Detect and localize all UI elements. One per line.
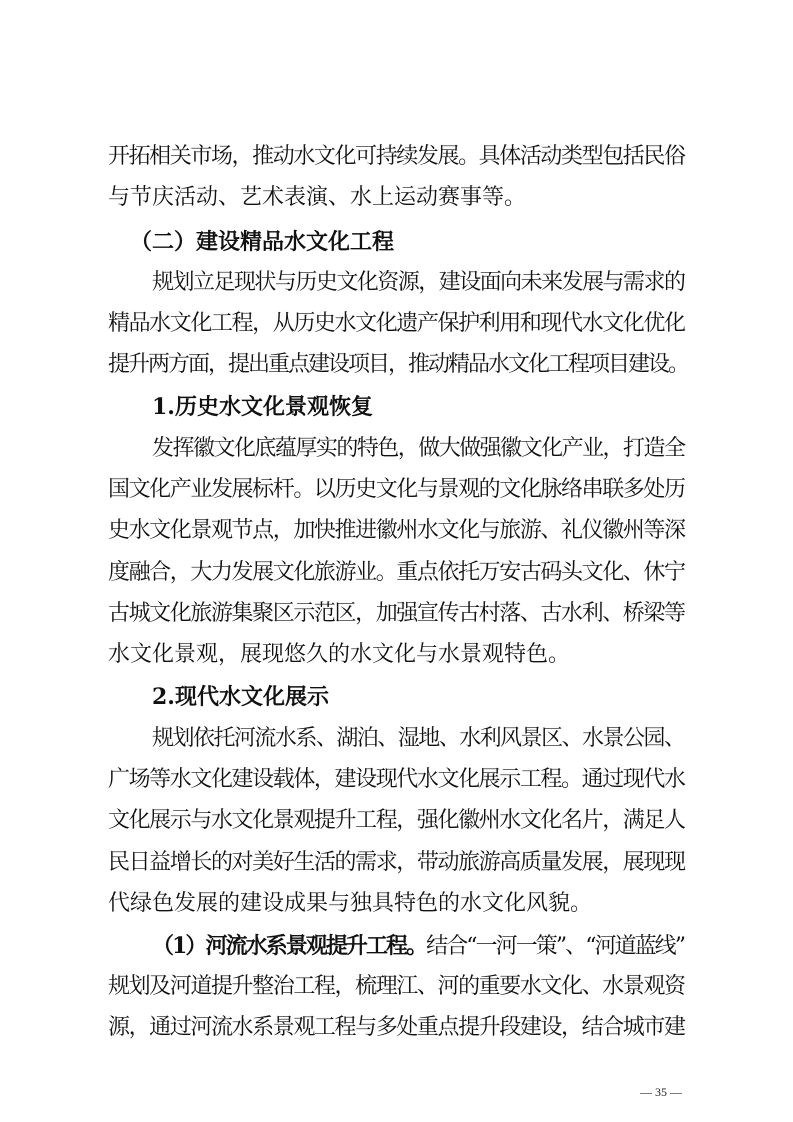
paragraph-line: 民日益增长的对美好生活的需求，带动旅游高质量发展，展现现: [108, 850, 685, 875]
inline-text: 结合“一河一策”、“河道蓝线”: [426, 934, 685, 959]
paragraph-line-mixed: [152, 931, 684, 962]
paragraph-line: 规划立足现状与历史文化资源，建设面向未来发展与需求的: [152, 270, 685, 295]
section-heading: （二）建设精品水文化工程: [130, 229, 395, 255]
paragraph-line: 国文化产业发展标杆。以历史文化与景观的文化脉络串联多处历: [108, 477, 685, 502]
paragraph-line: 文化展示与水文化景观提升工程，强化徽州水文化名片，满足人: [108, 808, 685, 833]
page-number: — 35 —: [640, 1085, 682, 1099]
paragraph-line: 广场等水文化建设载体，建设现代水文化展示工程。通过现代水: [108, 767, 685, 792]
subsection-heading: 1.历史水文化景观恢复: [152, 394, 373, 420]
paragraph-line: 提升两方面，提出重点建设项目，推动精品水文化工程项目建设。: [108, 352, 689, 377]
paragraph-line: 水文化景观，展现悠久的水文化与水景观特色。: [108, 642, 571, 667]
inline-bold-heading: （1）河流水系景观提升工程。: [152, 933, 427, 959]
paragraph-line: 发挥徽文化底蕴厚实的特色，做大做强徽文化产业，打造全: [152, 436, 685, 461]
paragraph-line: 度融合，大力发展文化旅游业。重点依托万安古码头文化、休宁: [108, 560, 685, 585]
paragraph-line: 代绿色发展的建设成果与独具特色的水文化风貌。: [108, 891, 593, 916]
paragraph-line: 精品水文化工程，从历史水文化遗产保护利用和现代水文化优化: [108, 311, 685, 336]
paragraph-line: 史水文化景观节点，加快推进徽州水文化与旅游、礼仪徽州等深: [108, 518, 685, 543]
paragraph-line: 开拓相关市场，推动水文化可持续发展。具体活动类型包括民俗: [108, 144, 685, 169]
paragraph-line: 规划及河道提升整治工程，梳理江、河的重要水文化、水景观资: [108, 974, 685, 999]
subsection-heading: 2.现代水文化展示: [152, 684, 329, 710]
paragraph-line: 源，通过河流水系景观工程与多处重点提升段建设，结合城市建: [108, 1015, 685, 1040]
paragraph-line: 古城文化旅游集聚区示范区，加强宣传古村落、古水利、桥梁等: [108, 601, 685, 626]
paragraph-line: 规划依托河流水系、湖泊、湿地、水利风景区、水景公园、: [152, 726, 685, 751]
paragraph-line: 与节庆活动、艺术表演、水上运动赛事等。: [108, 185, 527, 210]
